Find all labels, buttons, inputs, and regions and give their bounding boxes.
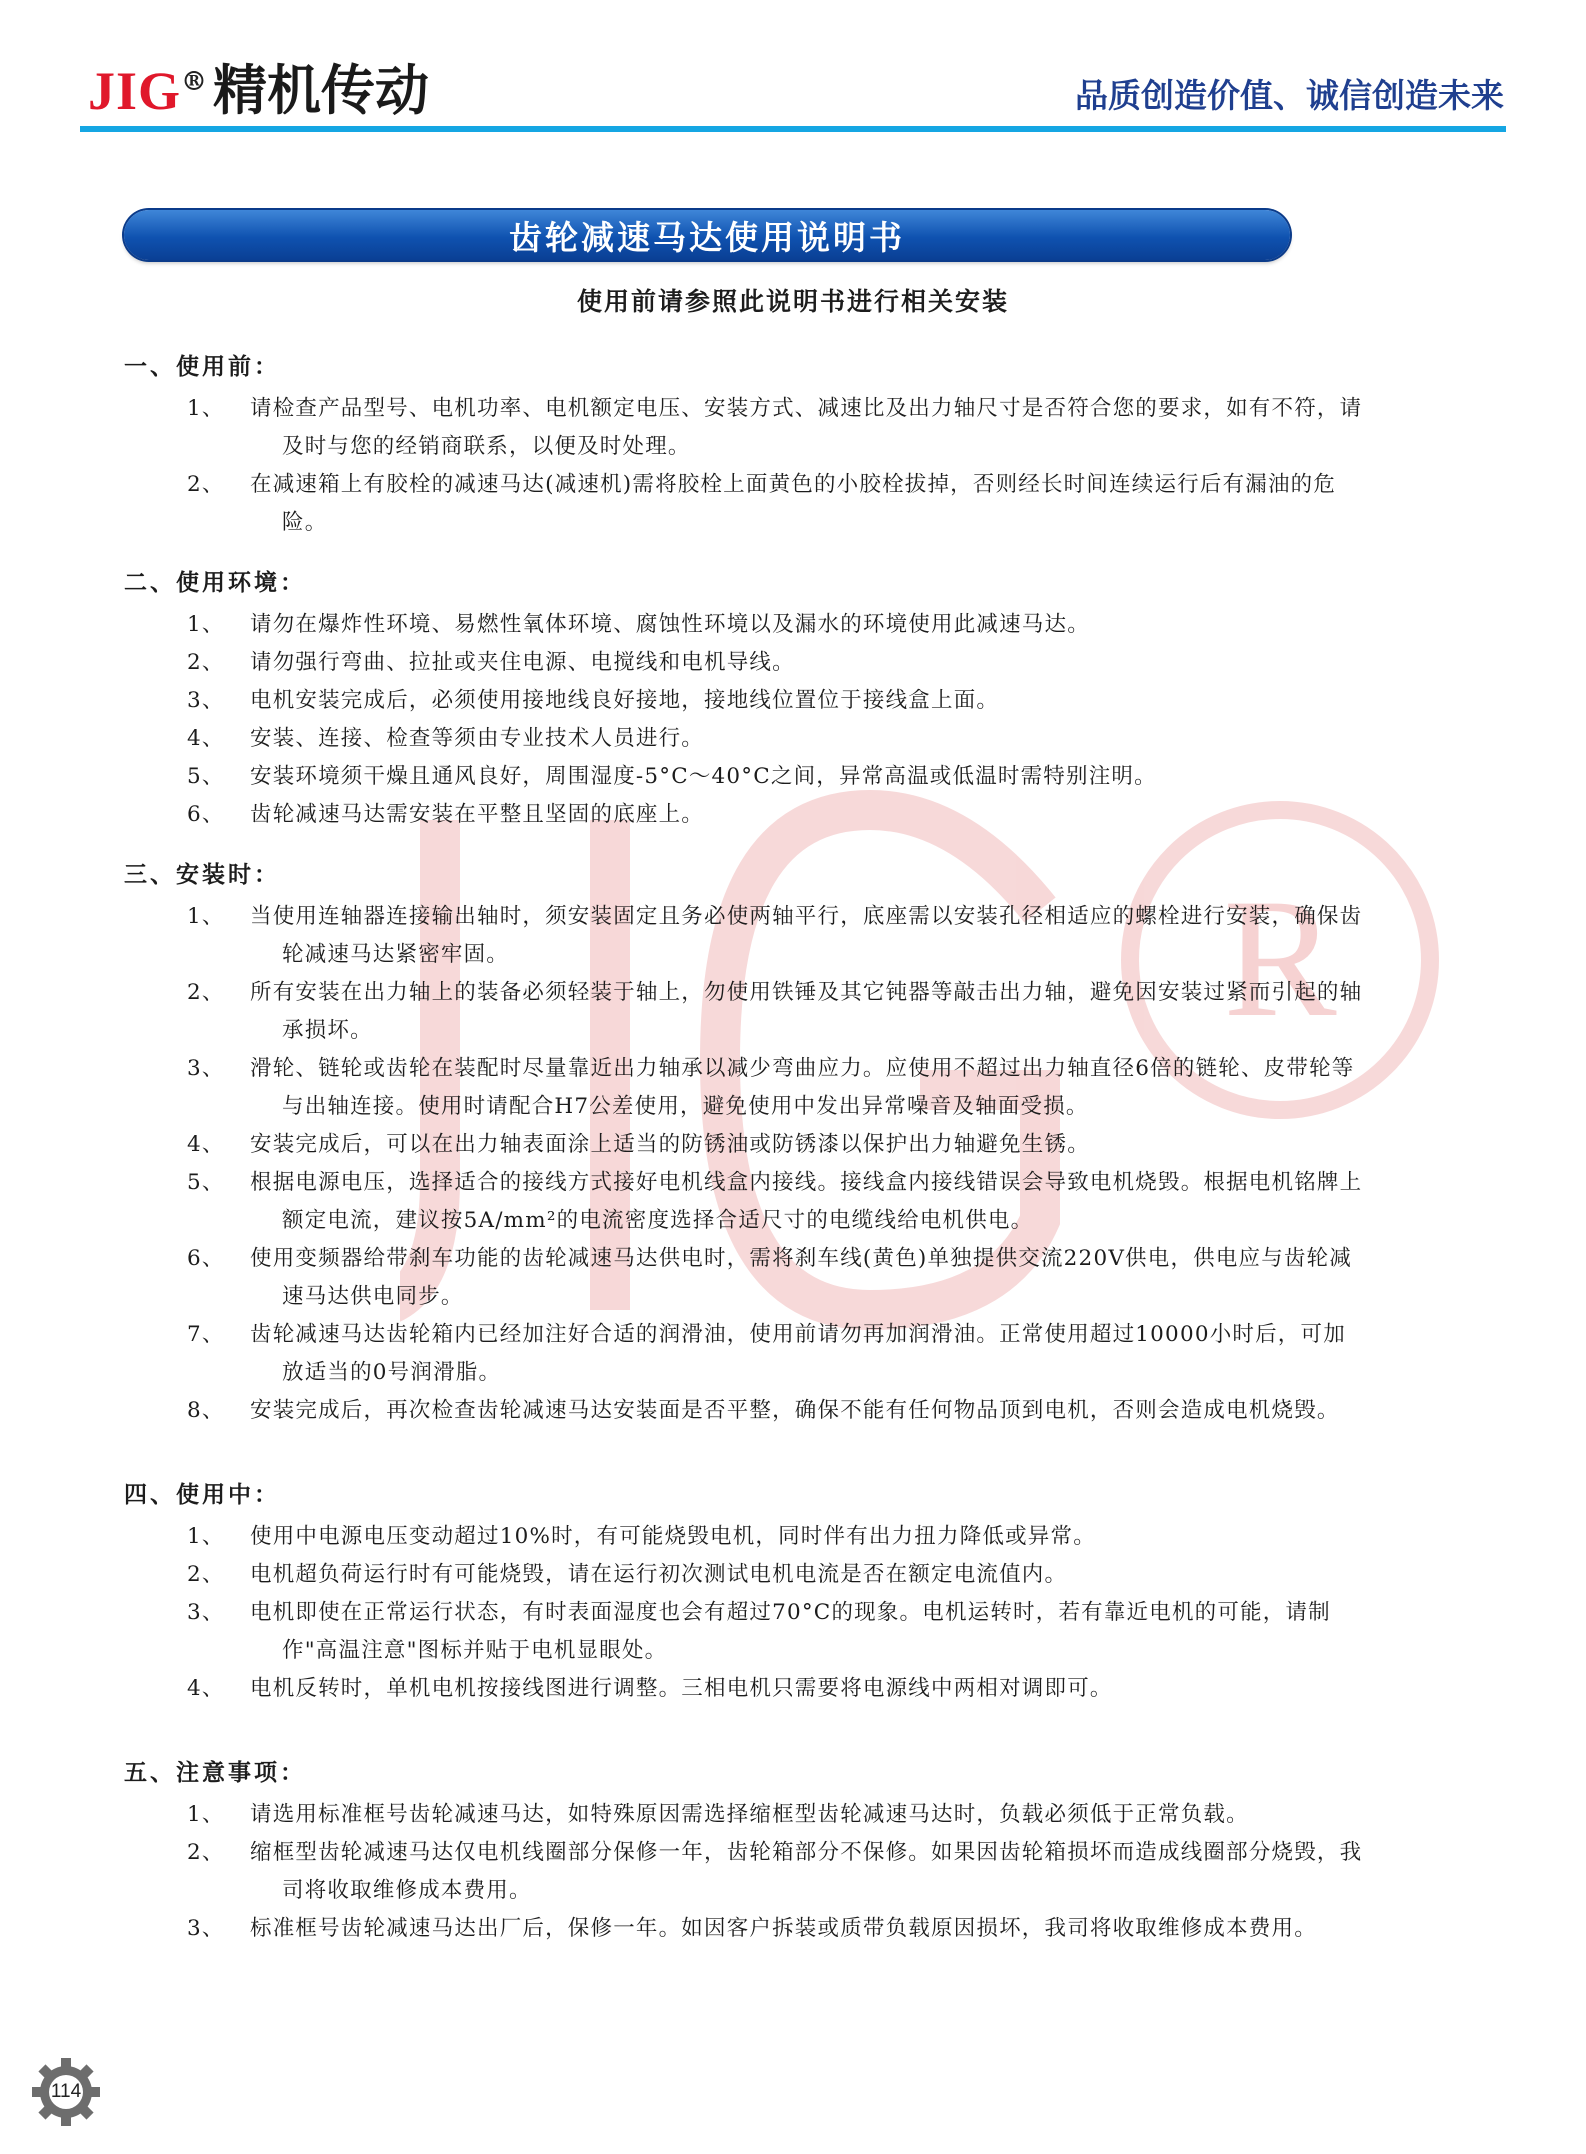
list-item xyxy=(124,1594,1364,1670)
item-text: 缩框型齿轮减速马达仅电机线圈部分保修一年，齿轮箱部分不保修。如果因齿轮箱损坏而造成线圈部分烧毁，我司将收取维修成本费用。 xyxy=(250,1840,1363,1903)
item-text: 请选用标准框号齿轮减速马达，如特殊原因需选择缩框型齿轮减速马达时，负载必须低于正常负载。 xyxy=(250,1802,1249,1827)
item-number: 3、 xyxy=(187,1600,225,1625)
item-number: 1、 xyxy=(187,396,225,421)
item-number: 3、 xyxy=(187,688,225,713)
item-number: 2、 xyxy=(187,1562,225,1587)
item-number: 3、 xyxy=(187,1056,225,1081)
page-subtitle: 使用前请参照此说明书进行相关安装 xyxy=(576,287,1009,316)
list-item xyxy=(124,796,1364,834)
list-item xyxy=(124,1126,1364,1164)
item-number: 3、 xyxy=(187,1916,225,1941)
item-text: 电机反转时，单机电机按接线图进行调整。三相电机只需要将电源线中两相对调即可。 xyxy=(250,1676,1113,1701)
item-text: 根据电源电压，选择适合的接线方式接好电机线盒内接线。接线盒内接线错误会导致电机烧毁。根据电机铭牌上额定电流，建议按5A/mm²的电流密度选择合适尺寸的电缆线给电机供电。 xyxy=(250,1170,1363,1233)
section-installation xyxy=(124,860,1364,1430)
item-text: 电机超负荷运行时有可能烧毁，请在运行初次测试电机电流是否在额定电流值内。 xyxy=(250,1562,1068,1587)
item-text: 电机安装完成后，必须使用接地线良好接地，接地线位置位于接线盒上面。 xyxy=(250,688,1000,713)
item-text: 在减速箱上有胶栓的减速马达(减速机)需将胶栓上面黄色的小胶栓拔掉，否则经长时间连续运行后有漏油的危险。 xyxy=(250,472,1337,535)
page-number-badge xyxy=(30,2056,102,2128)
item-number: 1、 xyxy=(187,1802,225,1827)
item-text: 使用中电源电压变动超过10%时，有可能烧毁电机，同时伴有出力扭力降低或异常。 xyxy=(250,1524,1096,1549)
list-item xyxy=(124,1164,1364,1240)
item-number: 2、 xyxy=(187,980,225,1005)
item-number: 8、 xyxy=(187,1398,225,1423)
section-in-use xyxy=(124,1480,1364,1708)
item-number: 6、 xyxy=(187,802,225,827)
item-text: 齿轮减速马达需安装在平整且坚固的底座上。 xyxy=(250,802,705,827)
item-text: 使用变频器给带刹车功能的齿轮减速马达供电时，需将刹车线(黄色)单独提供交流220V供电，供电应与齿轮减速马达供电同步。 xyxy=(250,1246,1353,1309)
watermark-r: R xyxy=(1223,864,1337,1052)
item-number: 5、 xyxy=(187,1170,225,1195)
list-item xyxy=(124,1050,1364,1126)
item-number: 6、 xyxy=(187,1246,225,1271)
list-item xyxy=(124,390,1364,466)
item-text: 请检查产品型号、电机功率、电机额定电压、安装方式、减速比及出力轴尺寸是否符合您的要求，如有不符，请及时与您的经销商联系，以便及时处理。 xyxy=(250,396,1363,459)
title-banner xyxy=(124,210,1290,260)
section-heading: 一、使用前： xyxy=(124,354,280,380)
item-number: 1、 xyxy=(187,1524,225,1549)
item-text: 安装完成后，再次检查齿轮减速马达安装面是否平整，确保不能有任何物品顶到电机，否则会造成电机烧毁。 xyxy=(250,1398,1340,1423)
item-text: 安装环境须干燥且通风良好，周围湿度-5°C～40°C之间，异常高温或低温时需特别注明。 xyxy=(250,764,1157,789)
list-item xyxy=(124,758,1364,796)
list-item xyxy=(124,1316,1364,1392)
list-item xyxy=(124,682,1364,720)
list-item xyxy=(124,974,1364,1050)
section-notes xyxy=(124,1758,1364,1948)
item-text: 安装完成后，可以在出力轴表面涂上适当的防锈油或防锈漆以保护出力轴避免生锈。 xyxy=(250,1132,1090,1157)
list-item xyxy=(124,1670,1364,1708)
page-header xyxy=(0,0,1586,140)
page-title: 齿轮减速马达使用说明书 xyxy=(509,217,905,257)
item-number: 4、 xyxy=(187,1676,225,1701)
item-text: 安装、连接、检查等须由专业技术人员进行。 xyxy=(250,726,705,751)
section-heading: 二、使用环境： xyxy=(124,570,306,596)
item-number: 4、 xyxy=(187,726,225,751)
item-number: 2、 xyxy=(187,650,225,675)
section-before-use xyxy=(124,352,1364,542)
page-number: 114 xyxy=(50,2081,82,2102)
item-text: 标准框号齿轮减速马达出厂后，保修一年。如因客户拆装或质带负载原因损坏，我司将收取维修成本费用。 xyxy=(250,1916,1317,1941)
list-item xyxy=(124,1910,1364,1948)
item-number: 2、 xyxy=(187,1840,225,1865)
list-item xyxy=(124,1240,1364,1316)
list-item xyxy=(124,466,1364,542)
section-heading: 五、注意事项： xyxy=(124,1760,306,1786)
item-text: 所有安装在出力轴上的装备必须轻装于轴上，勿使用铁锤及其它钝器等敲击出力轴，避免因安装过紧而引起的轴承损坏。 xyxy=(250,980,1363,1043)
item-text: 请勿在爆炸性环境、易燃性氧体环境、腐蚀性环境以及漏水的环境使用此减速马达。 xyxy=(250,612,1090,637)
list-item xyxy=(124,1518,1364,1556)
header-slogan: 品质创造价值、诚信创造未来 xyxy=(1075,76,1504,115)
list-item xyxy=(124,720,1364,758)
item-number: 2、 xyxy=(187,472,225,497)
item-number: 5、 xyxy=(187,764,225,789)
section-heading: 三、安装时： xyxy=(124,862,280,888)
item-text: 请勿强行弯曲、拉扯或夹住电源、电搅线和电机导线。 xyxy=(250,650,795,675)
logo-company-name: 精机传动 xyxy=(213,59,430,122)
item-number: 1、 xyxy=(187,904,225,929)
item-number: 4、 xyxy=(187,1132,225,1157)
item-text: 电机即使在正常运行状态，有时表面湿度也会有超过70°C的现象。电机运转时，若有靠近电机的可能，请制作"高温注意"图标并贴于电机显眼处。 xyxy=(250,1600,1331,1663)
item-text: 齿轮减速马达齿轮箱内已经加注好合适的润滑油，使用前请勿再加润滑油。正常使用超过10000小时后，可加放适当的0号润滑脂。 xyxy=(250,1322,1346,1385)
section-environment xyxy=(124,568,1364,834)
logo-registered-mark: ® xyxy=(181,67,208,97)
item-number: 1、 xyxy=(187,612,225,637)
list-item xyxy=(124,644,1364,682)
list-item xyxy=(124,1392,1364,1430)
list-item xyxy=(124,1834,1364,1910)
list-item xyxy=(124,1556,1364,1594)
list-item xyxy=(124,606,1364,644)
list-item xyxy=(124,1796,1364,1834)
header-divider xyxy=(80,126,1506,132)
item-text: 滑轮、链轮或齿轮在装配时尽量靠近出力轴承以减少弯曲应力。应使用不超过出力轴直径6倍的链轮、皮带轮等与出轴连接。使用时请配合H7公差使用，避免使用中发出异常噪音及轴面受损。 xyxy=(250,1056,1355,1119)
logo-brand: JIG xyxy=(88,61,182,121)
item-text: 当使用连轴器连接输出轴时，须安装固定且务必使两轴平行，底座需以安装孔径相适应的螺栓进行安装，确保齿轮减速马达紧密牢固。 xyxy=(250,904,1363,967)
instruction-content xyxy=(124,352,1364,1948)
list-item xyxy=(124,898,1364,974)
brand-logo xyxy=(88,48,429,125)
item-number: 7、 xyxy=(187,1322,225,1347)
section-heading: 四、使用中： xyxy=(124,1482,280,1508)
